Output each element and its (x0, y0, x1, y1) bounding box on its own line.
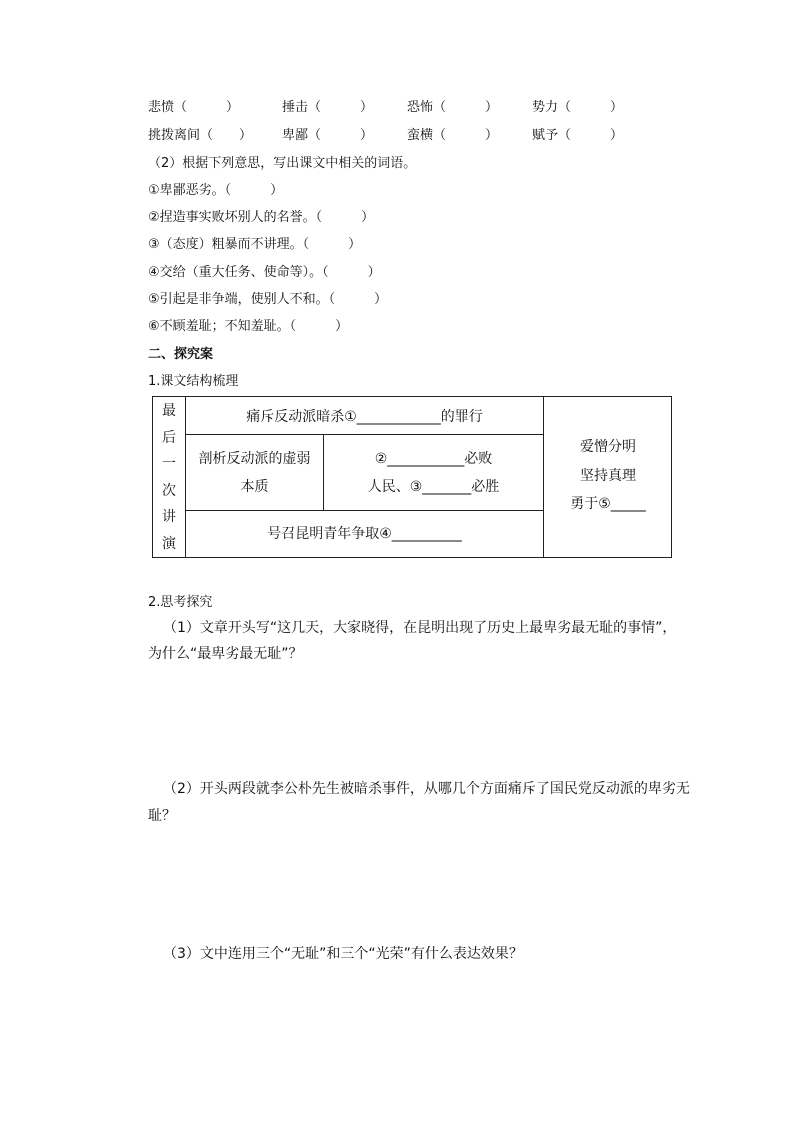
vocab-item: 赋予（ ） (532, 128, 624, 143)
meaning-item: ①卑鄙恶劣。（ ） (148, 183, 284, 198)
row2-right-line2: 人民、③_______必胜 (367, 479, 500, 495)
question-1-line1: （1）文章开头写“这几天，大家晓得，在昆明出现了历史上最卑劣最无耻的事情”， (163, 620, 677, 636)
meaning-item: ④交给（重大任务、使命等）。（ ） (148, 265, 381, 280)
vocab-item: 卑鄙（ ） (282, 128, 374, 143)
table-divider (185, 510, 543, 511)
vocab-item: 蛮横（ ） (407, 128, 499, 143)
meaning-item: ⑥不顾羞耻；不知羞耻。（ ） (148, 319, 349, 334)
row2-left-line1: 剖析反动派的虚弱 (198, 451, 311, 467)
vocab-item: 恐怖（ ） (407, 100, 499, 115)
right-line1: 爱憎分明 (580, 439, 636, 455)
vocab-item: 悲愤（ ） (148, 100, 240, 115)
table-border (152, 396, 672, 397)
row2-left-line2: 本质 (240, 479, 269, 495)
table-divider (185, 434, 543, 435)
row3-text: 号召昆明青年争取④__________ (267, 526, 462, 542)
q2-intro: （2）根据下列意思，写出课文中相关的词语。 (148, 156, 417, 171)
vocab-item: 捶击（ ） (282, 100, 374, 115)
row2-right-line1: ②___________必败 (374, 451, 493, 467)
vocab-item: 势力（ ） (532, 100, 624, 115)
question-3: （3）文中连用三个“无耻”和三个“光荣”有什么表达效果？ (163, 946, 523, 962)
right-line3: 勇于⑤_____ (570, 496, 646, 512)
question-1-line2: 为什么“最卑劣最无耻”？ (148, 646, 303, 662)
inquiry-title: 2.思考探究 (148, 595, 213, 610)
side-label: 最 后 一 次 讲 演 (162, 403, 176, 552)
vocab-item: 挑拨离间（ ） (148, 128, 253, 143)
meaning-item: ⑤引起是非争端，使别人不和。（ ） (148, 292, 388, 307)
question-2-line2: 耻？ (148, 808, 176, 824)
structure-table (152, 396, 672, 558)
meaning-item: ③（态度）粗暴而不讲理。（ ） (148, 237, 362, 252)
right-line2: 坚持真理 (580, 468, 636, 484)
meaning-item: ②捏造事实败坏别人的名誉。（ ） (148, 210, 375, 225)
table-divider (323, 434, 324, 510)
table-border (152, 557, 672, 558)
section-title: 二、探究案 (148, 347, 214, 362)
question-2-line1: （2）开头两段就李公朴先生被暗杀事件，从哪几个方面痛斥了国民党反动派的卑劣无 (163, 781, 690, 797)
row1-text: 痛斥反动派暗杀①____________的罪行 (246, 409, 483, 425)
structure-title: 1.课文结构梳理 (148, 374, 239, 389)
